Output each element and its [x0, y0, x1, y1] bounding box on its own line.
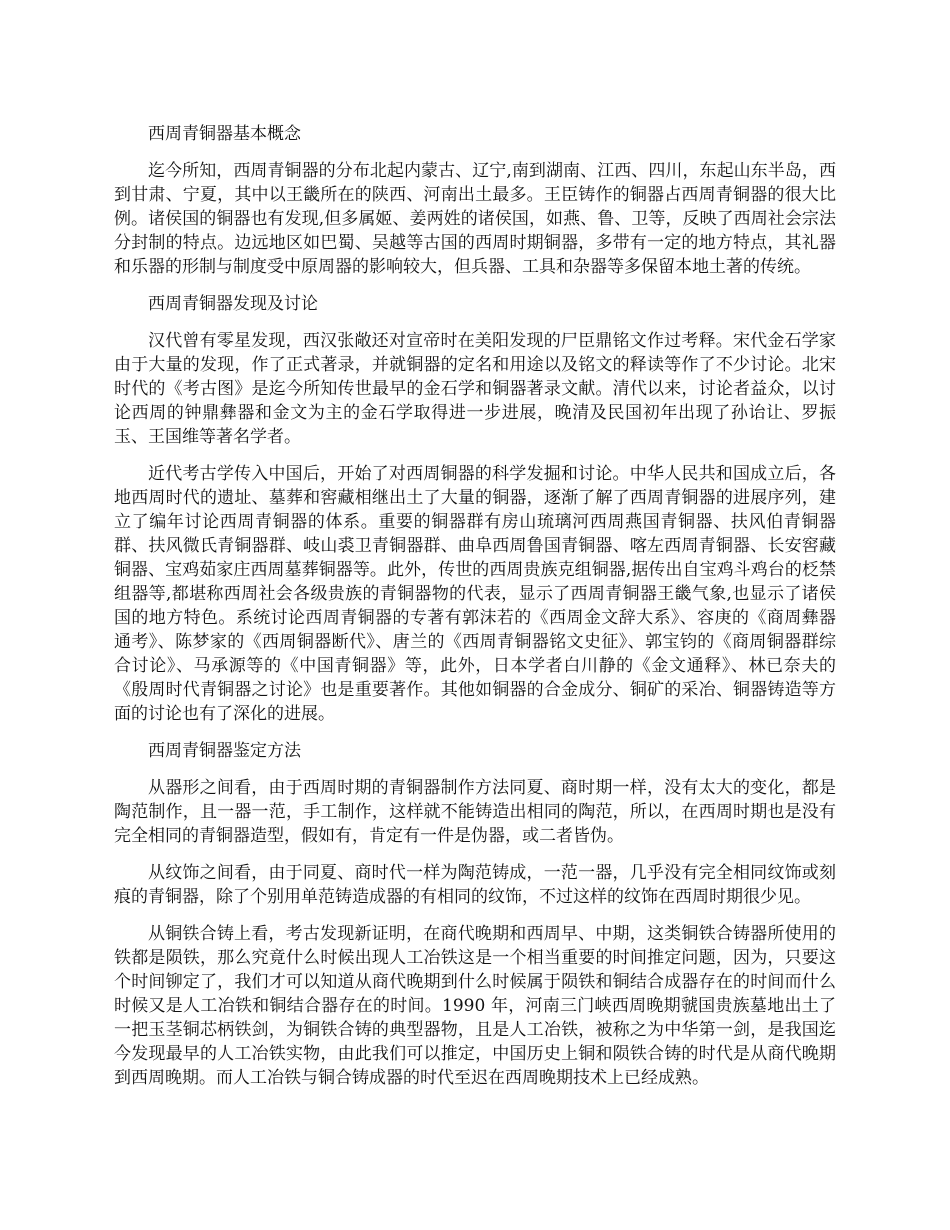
paragraph-copper-iron-casting: 从铜铁合铸上看，考古发现新证明，在商代晚期和西周早、中期，这类铜铁合铸器所使用的铁都是陨铁，那么究竟什么时候出现人工冶铁这是一个相当重要的时间推定问题，因为，只要这个时间铆定了，我们才可以知道从商代晚期到什么时候属于陨铁和铜结合成器存在的时间而什么时候又是人工冶铁和铜结合器存在的时间。1990 年，河南三门峡西周晚期虢国贵族墓地出土了一把玉茎铜芯柄铁剑，为铜铁合铸的典型器物，且是人工冶铁，被称之为中华第一剑，是我国迄今发现最早的人工冶铁实物，由此我们可以推定，中国历史上铜和陨铁合铸的时代是从商代晚期到西周晚期。而人工冶铁与铜合铸成器的时代至迟在西周晚期技术上已经成熟。 [114, 924, 836, 1088]
document-body [114, 122, 836, 1103]
paragraph-modern-archaeology: 近代考古学传入中国后，开始了对西周铜器的科学发掘和讨论。中华人民共和国成立后，各地西周时代的遗址、墓葬和窖藏相继出土了大量的铜器，逐渐了解了西周青铜器的进展序列，建立了编年讨论西周青铜器的体系。重要的铜器群有房山琉璃河西周燕国青铜器、扶风伯青铜器群、扶风微氏青铜器群、岐山裘卫青铜器群、曲阜西周鲁国青铜器、喀左西周青铜器、长安窖藏铜器、宝鸡茹家庄西周墓葬铜器等。此外，传世的西周贵族克组铜器,据传出自宝鸡斗鸡台的柉禁组器等,都堪称西周社会各级贵族的青铜器物的代表，显示了西周青铜器王畿气象,也显示了诸侯国的地方特色。系统讨论西周青铜器的专著有郭沫若的《西周金文辞大系》、容庚的《商周彝器通考》、陈梦家的《西周铜器断代》、唐兰的《西周青铜器铭文史征》、郭宝钧的《商周铜器群综合讨论》、马承源等的《中国青铜器》等，此外，日本学者白川静的《金文通释》、林已奈夫的《殷周时代青铜器之讨论》也是重要著作。其他如铜器的合金成分、铜矿的采冶、铜器铸造等方面的讨论也有了深化的进展。 [114, 464, 836, 724]
section-heading-identification: 西周青铜器鉴定方法 [148, 741, 301, 761]
section-heading-basic-concept: 西周青铜器基本概念 [148, 124, 301, 144]
paragraph-distribution: 迄今所知，西周青铜器的分布北起内蒙古、辽宁,南到湖南、江西、四川，东起山东半岛，西到甘肃、宁夏，其中以王畿所在的陕西、河南出土最多。王臣铸作的铜器占西周青铜器的很大比例。诸侯国的铜器也有发现,但多属姬、姜两姓的诸侯国，如燕、鲁、卫等，反映了西周社会宗法分封制的特点。边远地区如巴蜀、吴越等古国的西周时期铜器，多带有一定的地方特点，其礼器和乐器的形制与制度受中原周器的影响较大，但兵器、工具和杂器等多保留本地土著的传统。 [114, 161, 836, 277]
paragraph-vessel-shape: 从器形之间看，由于西周时期的青铜器制作方法同夏、商时期一样，没有太大的变化，都是陶范制作，且一器一范，手工制作，这样就不能铸造出相同的陶范，所以，在西周时期也是没有完全相同的青铜器造型，假如有，肯定有一件是伪器，或二者皆伪。 [114, 778, 836, 846]
paragraph-han-song-research: 汉代曾有零星发现，西汉张敞还对宣帝时在美阳发现的尸臣鼎铭文作过考释。宋代金石学家由于大量的发现，作了正式著录，并就铜器的定名和用途以及铭文的释读等作了不少讨论。北宋时代的《考古图》是迄今所知传世最早的金石学和铜器著录文献。清代以来，讨论者益众，以讨论西周的钟鼎彝器和金文为主的金石学取得进一步进展，晚清及民国初年出现了孙诒让、罗振玉、王国维等著名学者。 [114, 331, 836, 447]
section-heading-discovery: 西周青铜器发现及讨论 [148, 294, 318, 314]
paragraph-decoration: 从纹饰之间看，由于同夏、商时代一样为陶范铸成，一范一器，几乎没有完全相同纹饰或刻痕的青铜器，除了个别用单范铸造成器的有相同的纹饰，不过这样的纹饰在西周时期很少见。 [114, 863, 836, 907]
